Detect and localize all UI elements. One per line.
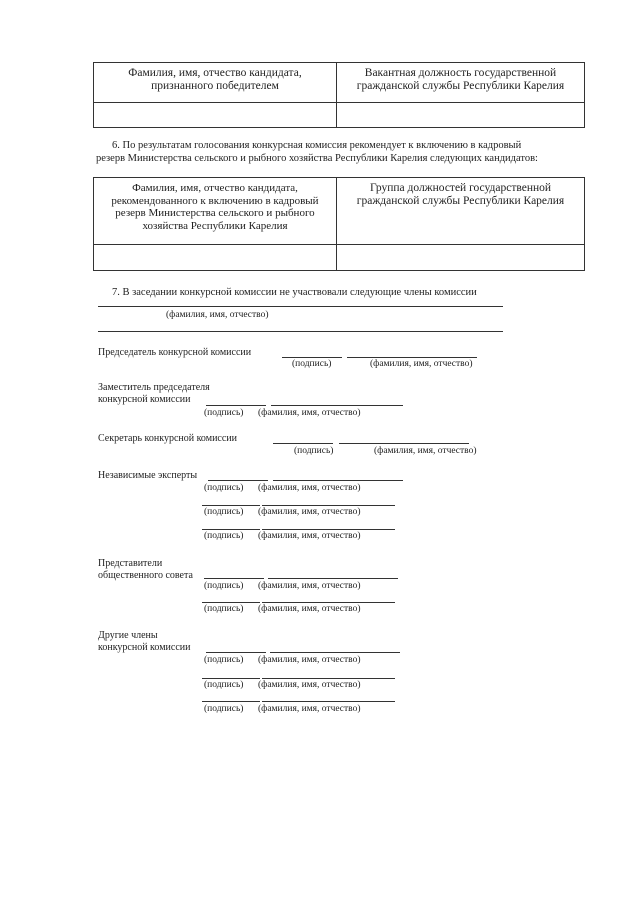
experts-label: Независимые эксперты bbox=[98, 470, 198, 481]
secretary-fio-line[interactable] bbox=[339, 443, 469, 444]
public-sign-line-1[interactable] bbox=[204, 578, 264, 579]
deputy-label-line-1: Заместитель председателя bbox=[98, 382, 210, 393]
deputy-fio-line[interactable] bbox=[271, 405, 403, 406]
winner-table bbox=[93, 62, 585, 128]
winner-name-header: Фамилия, имя, отчество кандидата, признанного победителем bbox=[94, 63, 337, 103]
item-7-line-1[interactable] bbox=[98, 306, 503, 307]
others-fio-line-1[interactable] bbox=[270, 652, 400, 653]
reserve-name-header: Фамилия, имя, отчество кандидата, рекомендованного к включению в кадровый резерв Министерства сельского и рыбного хозяйства Республики Карелия bbox=[94, 178, 337, 245]
experts-sign-line-2[interactable] bbox=[202, 505, 260, 506]
secretary-fio-caption: (фамилия, имя, отчество) bbox=[374, 446, 477, 456]
experts-sign-caption-1: (подпись) bbox=[204, 483, 244, 493]
others-sign-line-3[interactable] bbox=[202, 701, 260, 702]
experts-sign-caption-3: (подпись) bbox=[204, 531, 244, 541]
public-fio-caption-1: (фамилия, имя, отчество) bbox=[258, 581, 361, 591]
position-group-header: Группа должностей государственной гражданской службы Республики Карелия bbox=[337, 178, 585, 245]
experts-fio-line-3[interactable] bbox=[262, 529, 395, 530]
chairman-sign-caption: (подпись) bbox=[292, 359, 332, 369]
others-label-line-1: Другие члены bbox=[98, 630, 158, 641]
experts-sign-line-1[interactable] bbox=[208, 480, 268, 481]
public-sign-caption-2: (подпись) bbox=[204, 604, 244, 614]
experts-fio-caption-3: (фамилия, имя, отчество) bbox=[258, 531, 361, 541]
experts-fio-line-2[interactable] bbox=[262, 505, 395, 506]
reserve-name-cell[interactable] bbox=[94, 245, 337, 271]
chairman-sign-line[interactable] bbox=[282, 357, 342, 358]
item-7-fio-caption: (фамилия, имя, отчество) bbox=[166, 310, 269, 320]
experts-sign-line-3[interactable] bbox=[202, 529, 260, 530]
public-fio-line-2[interactable] bbox=[262, 602, 395, 603]
experts-fio-line-1[interactable] bbox=[273, 480, 403, 481]
reserve-table bbox=[93, 177, 585, 271]
others-sign-line-2[interactable] bbox=[202, 678, 260, 679]
others-fio-caption-3: (фамилия, имя, отчество) bbox=[258, 704, 361, 714]
vacancy-cell[interactable] bbox=[337, 103, 585, 128]
item-7-line-2[interactable] bbox=[98, 331, 503, 332]
public-sign-line-2[interactable] bbox=[202, 602, 260, 603]
others-sign-caption-3: (подпись) bbox=[204, 704, 244, 714]
item-6-line-2: резерв Министерства сельского и рыбного хозяйства Республики Карелия следующих кандидатов: bbox=[96, 153, 538, 164]
others-sign-line-1[interactable] bbox=[206, 652, 266, 653]
chairman-fio-line[interactable] bbox=[347, 357, 477, 358]
others-fio-caption-2: (фамилия, имя, отчество) bbox=[258, 680, 361, 690]
experts-fio-caption-1: (фамилия, имя, отчество) bbox=[258, 483, 361, 493]
public-label-line-1: Представители bbox=[98, 558, 163, 569]
others-fio-line-3[interactable] bbox=[262, 701, 395, 702]
experts-sign-caption-2: (подпись) bbox=[204, 507, 244, 517]
others-sign-caption-1: (подпись) bbox=[204, 655, 244, 665]
deputy-label-line-2: конкурсной комиссии bbox=[98, 394, 191, 405]
experts-fio-caption-2: (фамилия, имя, отчество) bbox=[258, 507, 361, 517]
vacancy-header: Вакантная должность государственной гражданской службы Республики Карелия bbox=[337, 63, 585, 103]
others-fio-caption-1: (фамилия, имя, отчество) bbox=[258, 655, 361, 665]
secretary-label: Секретарь конкурсной комиссии bbox=[98, 433, 237, 444]
deputy-sign-caption: (подпись) bbox=[204, 408, 244, 418]
deputy-sign-line[interactable] bbox=[206, 405, 266, 406]
position-group-cell[interactable] bbox=[337, 245, 585, 271]
secretary-sign-caption: (подпись) bbox=[294, 446, 334, 456]
public-fio-caption-2: (фамилия, имя, отчество) bbox=[258, 604, 361, 614]
secretary-sign-line[interactable] bbox=[273, 443, 333, 444]
others-fio-line-2[interactable] bbox=[262, 678, 395, 679]
public-fio-line-1[interactable] bbox=[268, 578, 398, 579]
public-sign-caption-1: (подпись) bbox=[204, 581, 244, 591]
public-label-line-2: общественного совета bbox=[98, 570, 193, 581]
item-6-line-1: 6. По результатам голосования конкурсная комиссия рекомендует к включению в кадровый bbox=[112, 140, 522, 151]
item-7-text: 7. В заседании конкурсной комиссии не участвовали следующие члены комиссии bbox=[112, 287, 477, 298]
deputy-fio-caption: (фамилия, имя, отчество) bbox=[258, 408, 361, 418]
winner-name-cell[interactable] bbox=[94, 103, 337, 128]
others-label-line-2: конкурсной комиссии bbox=[98, 642, 191, 653]
chairman-fio-caption: (фамилия, имя, отчество) bbox=[370, 359, 473, 369]
chairman-label: Председатель конкурсной комиссии bbox=[98, 347, 252, 358]
others-sign-caption-2: (подпись) bbox=[204, 680, 244, 690]
